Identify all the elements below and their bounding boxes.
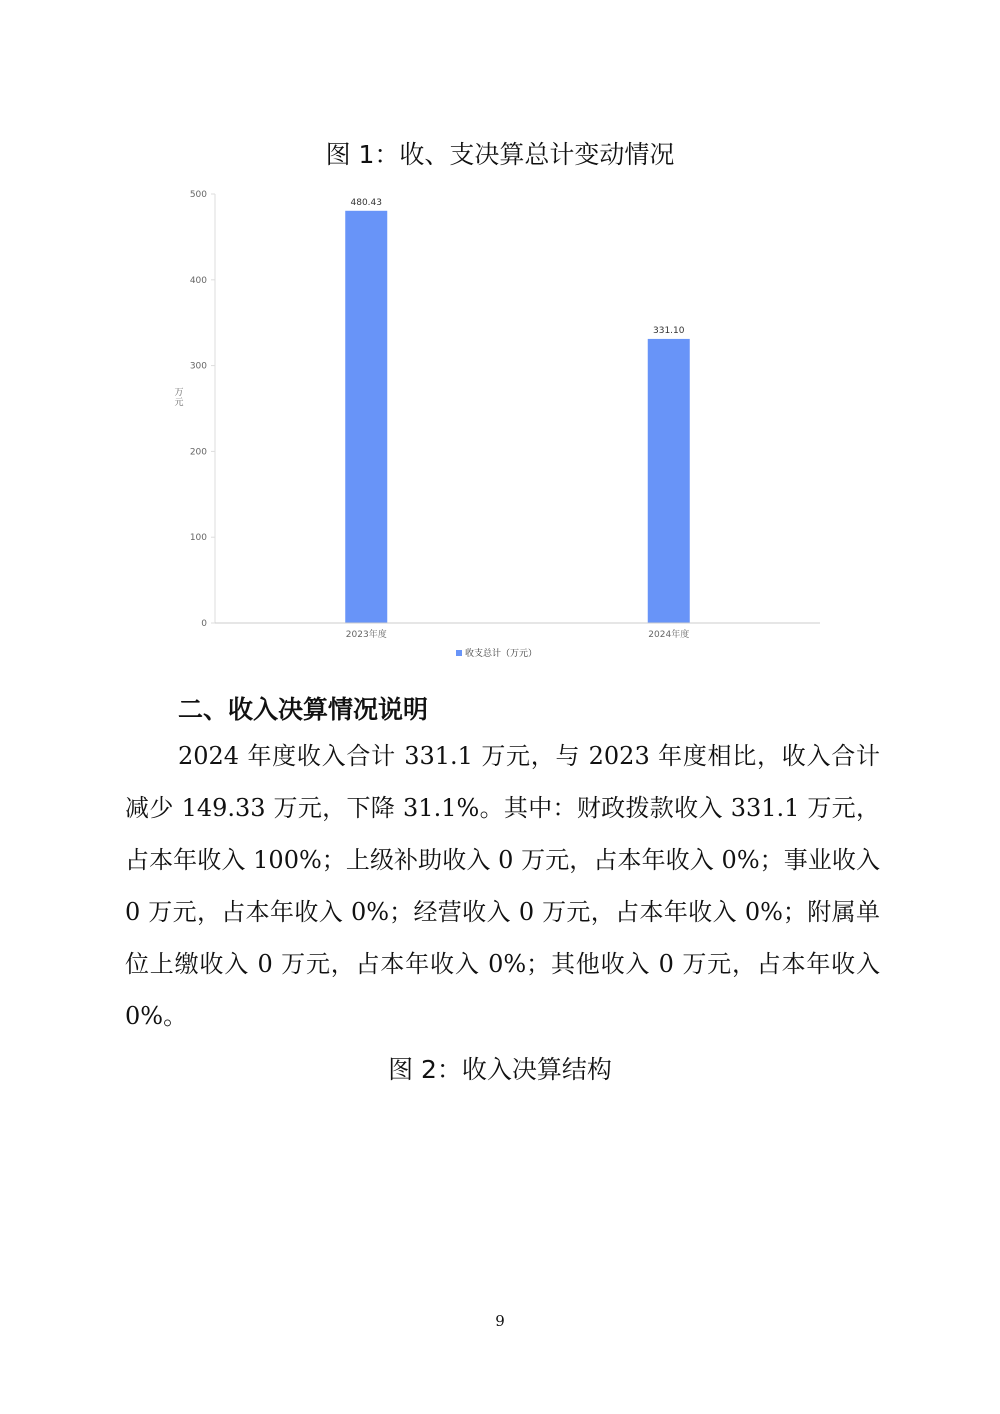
x-tick-label: 2023年度 (345, 630, 387, 640)
page-number: 9 (495, 1312, 505, 1330)
figure-2-title: 图 2：收入决算结构 (388, 1055, 612, 1084)
y-tick-label: 300 (189, 361, 207, 372)
bar-value-label: 480.43 (350, 197, 382, 208)
bar-value-label: 331.10 (653, 325, 685, 336)
x-tick-label: 2024年度 (648, 630, 690, 640)
legend-label: 收支总计（万元） (465, 649, 538, 659)
x-axis (215, 623, 820, 640)
income-expenditure-bar-chart (170, 182, 830, 672)
section-heading: 二、收入决算情况说明 (178, 695, 429, 724)
y-tick-label: 200 (189, 447, 207, 458)
y-tick-label: 100 (189, 533, 207, 544)
y-axis-label: 万元 (174, 388, 184, 408)
legend (456, 647, 537, 659)
legend-swatch (456, 650, 462, 656)
y-axis (174, 190, 215, 629)
bar-2 (648, 339, 690, 623)
y-tick-label: 400 (189, 275, 207, 286)
income-description-paragraph: 2024 年度收入合计 331.1 万元，与 2023 年度相比，收入合计减少 149.33 万元，下降 31.1%。其中：财政拨款收入 331.1 万元，占本年收入 100%；上级补助收入 0 万元，占本年收入 0%；事业收入 0 万元，占本年收入 0%；经营收入 0 万元，占本年收入 0%；附属单位上缴收入 0 万元，占本年收入 0%；其他收入 0 万元，占本年收入 0%。 (125, 742, 880, 1030)
bars (345, 198, 690, 623)
bar-1 (345, 211, 387, 623)
y-tick-label: 500 (189, 190, 207, 200)
figure-1-title: 图 1：收、支决算总计变动情况 (325, 140, 675, 169)
y-tick-label: 0 (201, 619, 207, 629)
